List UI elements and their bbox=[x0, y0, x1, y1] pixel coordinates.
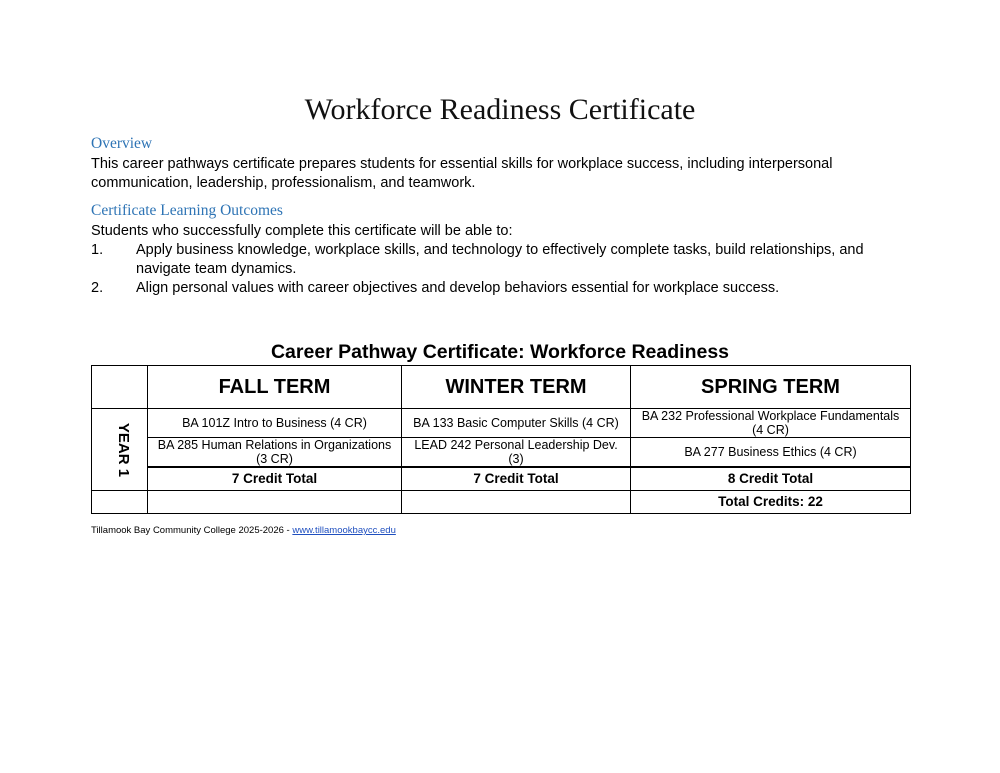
credit-total-cell: 8 Credit Total bbox=[631, 467, 911, 491]
year-label: YEAR 1 bbox=[115, 422, 133, 477]
outcomes-intro: Students who successfully complete this certificate will be able to: bbox=[91, 223, 513, 239]
grand-total-cell: Total Credits: 22 bbox=[631, 491, 911, 514]
empty-cell bbox=[148, 491, 402, 514]
course-cell: BA 101Z Intro to Business (4 CR) bbox=[148, 409, 402, 438]
outcome-number: 1. bbox=[91, 242, 104, 258]
corner-cell bbox=[92, 366, 148, 409]
column-header-spring: SPRING TERM bbox=[631, 366, 911, 409]
outcomes-heading: Certificate Learning Outcomes bbox=[91, 202, 283, 219]
outcome-text: Align personal values with career objectives and develop behaviors essential for workplace success. bbox=[136, 280, 780, 296]
outcome-text: Apply business knowledge, workplace skills, and technology to effectively complete tasks, build relationships, and navigate team dynamics. bbox=[136, 242, 864, 277]
overview-heading: Overview bbox=[91, 135, 153, 152]
credit-total-cell: 7 Credit Total bbox=[402, 467, 631, 491]
course-cell: BA 285 Human Relations in Organizations (3 CR) bbox=[148, 438, 402, 468]
college-website-link[interactable]: www.tillamookbaycc.edu bbox=[292, 525, 396, 536]
outcome-item bbox=[91, 241, 911, 279]
table-row bbox=[92, 409, 911, 438]
course-cell: BA 133 Basic Computer Skills (4 CR) bbox=[402, 409, 631, 438]
table-row bbox=[92, 438, 911, 468]
table-header-row bbox=[92, 366, 911, 409]
table-title: Career Pathway Certificate: Workforce Readiness bbox=[270, 341, 730, 363]
empty-cell bbox=[92, 491, 148, 514]
course-cell: BA 277 Business Ethics (4 CR) bbox=[631, 438, 911, 468]
overview-text: This career pathways certificate prepares students for essential skills for workplace success, including interpersonal communication, leadership, professionalism, and teamwork. bbox=[91, 156, 833, 191]
document-title: Workforce Readiness Certificate bbox=[304, 93, 696, 126]
outcome-number: 2. bbox=[91, 280, 104, 296]
footer bbox=[91, 525, 396, 537]
column-header-winter: WINTER TERM bbox=[402, 366, 631, 409]
course-cell: LEAD 242 Personal Leadership Dev. (3) bbox=[402, 438, 631, 468]
pathway-table bbox=[91, 365, 911, 514]
credit-total-row bbox=[92, 467, 911, 491]
outcome-item bbox=[91, 279, 911, 298]
footer-text: Tillamook Bay Community College 2025-2026 - bbox=[91, 525, 290, 536]
credit-total-cell: 7 Credit Total bbox=[148, 467, 402, 491]
column-header-fall: FALL TERM bbox=[148, 366, 402, 409]
empty-cell bbox=[402, 491, 631, 514]
grand-total-row bbox=[92, 491, 911, 514]
course-cell: BA 232 Professional Workplace Fundamentals (4 CR) bbox=[631, 409, 911, 438]
year-cell bbox=[92, 409, 148, 491]
